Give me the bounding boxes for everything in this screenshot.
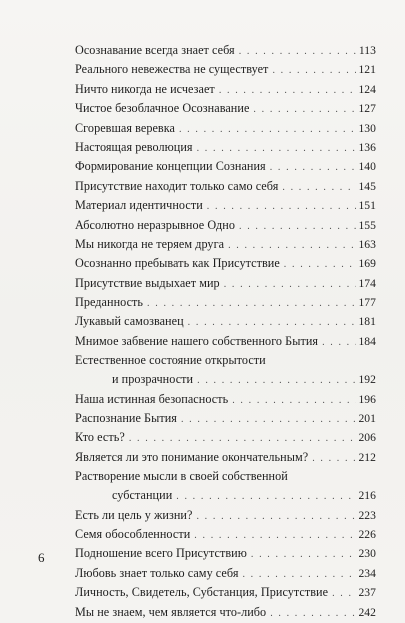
toc-entry-line [75,138,376,157]
toc-entry-line [75,119,376,138]
toc-entry-title: Растворение мысли в своей собственной [75,469,288,484]
toc-entry-page: 206 [358,431,376,445]
toc-entry [75,41,376,60]
page-number: 6 [38,550,45,565]
toc-entry [75,216,376,235]
toc-entry-title: Лукавый самозванец [75,314,184,329]
toc-entry-page: 216 [358,489,376,503]
leader-dots [239,217,356,236]
toc-entry-line [75,216,376,235]
leader-dots [312,449,356,468]
toc-entry-page: 177 [358,296,376,310]
leader-dots [228,236,356,255]
toc-entry-line [75,60,376,79]
toc-entry-line [75,603,376,622]
toc-entry-title: Абсолютно неразрывное Одно [75,217,236,232]
table-of-contents [75,41,376,622]
toc-entry-line [75,157,376,176]
toc-entry-page: 196 [358,392,376,406]
toc-entry [75,119,376,138]
toc-entry-title: Ничто никогда не исчезает [75,81,215,96]
toc-entry-page: 130 [358,121,376,135]
toc-entry-title: Мы не знаем, чем является что-либо [75,604,267,619]
leader-dots [251,545,356,564]
toc-entry-page: 136 [358,140,376,154]
leader-dots [176,487,356,506]
toc-entry-line [75,196,376,215]
toc-entry-page: 145 [358,179,376,193]
leader-dots [284,255,356,274]
toc-entry-line [75,583,376,602]
toc-entry-page: 201 [358,412,376,426]
toc-entry-line [75,80,376,99]
toc-entry-line [75,235,376,254]
leader-dots [129,429,356,448]
toc-entry-line [75,525,376,544]
toc-entry-line [75,448,376,467]
toc-entry-line [75,506,376,525]
toc-entry-line [75,544,376,563]
leader-dots [224,275,356,294]
toc-entry-line [75,467,376,486]
toc-entry [75,80,376,99]
leader-dots [179,120,356,139]
toc-entry [75,99,376,118]
toc-entry-title: Мы никогда не теряем друга [75,236,225,251]
toc-entry-title-continuation: субстанции [112,488,173,503]
leader-dots [270,604,356,623]
toc-entry [75,603,376,622]
toc-entry-line [75,564,376,583]
leader-dots [253,100,356,119]
toc-entry-page: 124 [358,82,376,96]
toc-entry [75,312,376,331]
toc-entry-page: 181 [358,315,376,329]
toc-entry-title: Формирование концепции Сознания [75,159,266,174]
toc-entry-page: 237 [358,586,376,600]
toc-entry-title: Распознание Бытия [75,411,177,426]
toc-entry [75,274,376,293]
toc-entry [75,138,376,157]
toc-entry [75,235,376,254]
toc-entry-title: Присутствие находит только само себя [75,178,279,193]
toc-entry [75,525,376,544]
toc-entry-title: Есть ли цель у жизни? [75,507,193,522]
toc-entry-page: 151 [358,199,376,213]
toc-entry-title: Мнимое забвение нашего собственного Бытия [75,333,319,348]
leader-dots [232,391,356,410]
toc-entry-page: 226 [358,527,376,541]
toc-entry-title: Наша истинная безопасность [75,391,229,406]
toc-entry-title: Осознанно пребывать как Присутствие [75,256,280,271]
toc-entry-title: Чистое безоблачное Осознавание [75,101,250,116]
leader-dots [194,526,356,545]
toc-entry-title: Кто есть? [75,430,125,445]
leader-dots [147,294,356,313]
toc-entry-page: 163 [358,237,376,251]
toc-entry-line [75,293,376,312]
leader-dots [282,178,356,197]
leader-dots [197,371,356,390]
leader-dots [181,410,356,429]
toc-entry-page: 184 [358,334,376,348]
toc-entry [75,409,376,428]
toc-entry-title: Семя обособленности [75,526,191,541]
toc-entry-line [75,99,376,118]
toc-entry-line [75,332,376,351]
toc-entry-title: Настоящая революция [75,139,193,154]
toc-entry [75,254,376,273]
toc-entry-page: 127 [358,102,376,116]
toc-entry-line [75,41,376,60]
toc-entry-title: Осознавание всегда знает себя [75,43,235,57]
toc-entry-page: 192 [358,373,376,387]
leader-dots [270,158,356,177]
toc-entry-page: 113 [358,44,376,57]
toc-entry-page: 212 [358,450,376,464]
toc-entry [75,351,376,389]
toc-entry-title: Естественное состояние открытости [75,353,266,368]
toc-entry-line [75,351,376,370]
toc-entry [75,177,376,196]
leader-dots [219,81,356,100]
leader-dots [196,507,356,526]
toc-entry-line [75,312,376,331]
toc-entry-page: 223 [358,508,376,522]
toc-entry [75,564,376,583]
toc-entry [75,467,376,505]
toc-entry [75,428,376,447]
toc-entry-line [75,390,376,409]
toc-entry [75,60,376,79]
toc-entry-line [75,409,376,428]
toc-entry-line [75,486,376,505]
toc-entry-title: Подношение всего Присутствию [75,546,247,561]
toc-entry-page: 242 [358,605,376,619]
toc-entry-page: 140 [358,160,376,174]
toc-entry-title: Материал идентичности [75,198,203,213]
toc-entry [75,448,376,467]
toc-entry-title: Сгоревшая веревка [75,120,175,135]
toc-entry-page: 155 [358,218,376,232]
leader-dots [332,584,356,603]
toc-entry-title: Любовь знает только саму себя [75,565,239,580]
toc-entry-line [75,254,376,273]
toc-entry-title: Личность, Свидетель, Субстанция, Присутствие [75,585,329,600]
toc-entry-page: 234 [358,566,376,580]
toc-entry-title-continuation: и прозрачности [112,372,194,387]
toc-entry-title: Преданность [75,295,144,310]
toc-entry [75,506,376,525]
leader-dots [322,333,356,352]
toc-entry-page: 121 [358,63,376,77]
toc-entry-line [75,428,376,447]
leader-dots [188,313,356,332]
toc-entry-line [75,177,376,196]
leader-dots [197,139,356,158]
toc-entry [75,332,376,351]
toc-entry [75,157,376,176]
toc-entry [75,544,376,563]
toc-entry-title: Реального невежества не существует [75,62,269,77]
toc-entry-line [75,370,376,389]
toc-entry-title: Является ли это понимание окончательным? [75,449,309,464]
leader-dots [272,61,356,80]
toc-entry-line [75,274,376,293]
toc-entry-page: 230 [358,547,376,561]
toc-entry [75,583,376,602]
toc-entry-page: 169 [358,257,376,271]
toc-entry [75,196,376,215]
leader-dots [242,565,356,584]
toc-entry [75,293,376,312]
leader-dots [207,197,356,216]
toc-entry-page: 174 [358,276,376,290]
toc-entry-title: Присутствие выдыхает мир [75,275,220,290]
toc-entry [75,390,376,409]
leader-dots [239,42,356,61]
